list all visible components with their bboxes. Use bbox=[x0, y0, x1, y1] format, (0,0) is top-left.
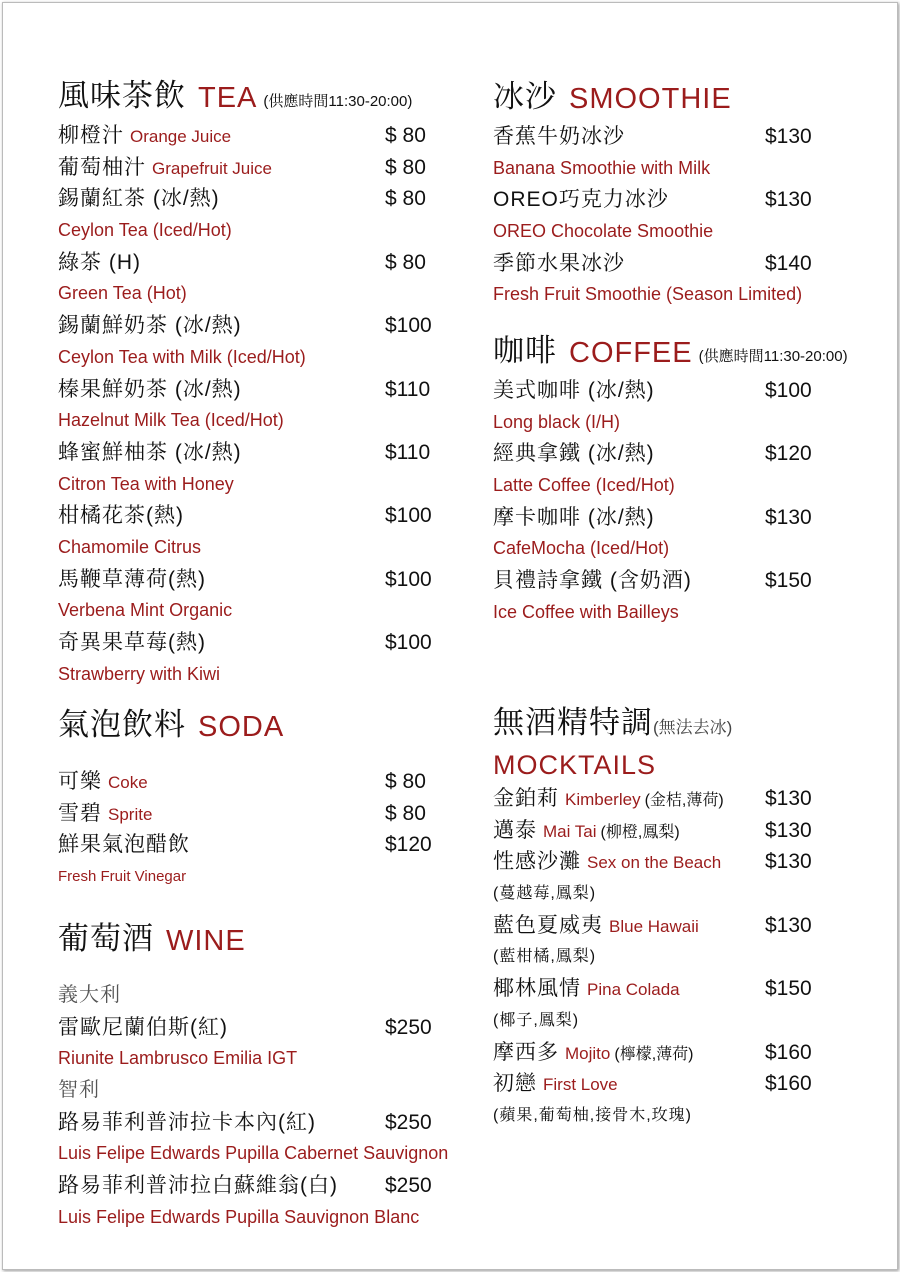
item-name-zh: (蔓越莓,鳳梨) bbox=[493, 885, 597, 903]
item-name-zh: (椰子,鳳梨) bbox=[493, 1011, 580, 1029]
item-price: $ 80 bbox=[385, 124, 426, 147]
menu-item bbox=[58, 374, 431, 406]
item-name-zh: 性感沙灘 bbox=[493, 850, 581, 874]
item-name-en: Fresh Fruit Vinegar bbox=[58, 868, 187, 886]
item-price: $100 bbox=[385, 314, 432, 338]
menu-item bbox=[58, 829, 432, 861]
item-name-en: Hazelnut Milk Tea (Iced/Hot) bbox=[58, 410, 284, 431]
item-price: $250 bbox=[385, 1110, 432, 1134]
item-name-en: Mojito bbox=[565, 1043, 611, 1063]
menu-item bbox=[493, 815, 812, 847]
item-price: $ 80 bbox=[385, 250, 426, 274]
item-name-en: Coke bbox=[108, 773, 148, 792]
item-price: $120 bbox=[765, 442, 812, 466]
item-english-name bbox=[493, 597, 848, 629]
item-name-en: Long black (I/H) bbox=[493, 411, 621, 432]
section-title-zh: 葡萄酒 bbox=[58, 921, 154, 956]
item-name-zh: 錫蘭鮮奶茶 (冰/熱) bbox=[58, 314, 242, 338]
menu-item bbox=[493, 248, 812, 280]
item-name-en: Luis Felipe Edwards Pupilla Cabernet Sauvignon bbox=[58, 1143, 449, 1164]
item-name-zh: 馬鞭草薄荷(熱) bbox=[58, 567, 206, 591]
item-english-name bbox=[493, 533, 848, 565]
menu-item bbox=[493, 121, 812, 153]
item-name-zh: (藍柑橘,鳳梨) bbox=[493, 948, 597, 966]
menu-item bbox=[58, 183, 426, 215]
item-english-name bbox=[58, 342, 412, 374]
item-name-en: Sprite bbox=[108, 804, 153, 824]
section-items bbox=[493, 121, 812, 311]
item-name-en: Riunite Lambrusco Emilia IGT bbox=[58, 1048, 298, 1069]
item-english-name bbox=[493, 216, 802, 248]
item-english-name bbox=[58, 1043, 448, 1075]
item-name-en: Mai Tai bbox=[543, 821, 597, 841]
section-note: (無法去冰) bbox=[653, 718, 733, 737]
item-name-en: Latte Coffee (Iced/Hot) bbox=[493, 475, 675, 496]
item-ingredients bbox=[493, 941, 732, 973]
item-ingredients bbox=[493, 878, 732, 910]
menu-item bbox=[493, 184, 812, 216]
item-name-zh: 綠茶 (H) bbox=[58, 250, 141, 274]
item-name-en: Ice Coffee with Bailleys bbox=[493, 601, 679, 622]
menu-section bbox=[493, 330, 848, 629]
item-price: $250 bbox=[385, 1015, 432, 1039]
item-name-zh: 可樂 bbox=[58, 770, 102, 793]
item-price: $ 80 bbox=[385, 770, 426, 793]
item-name-en: Orange Juice bbox=[130, 127, 232, 146]
item-english-name bbox=[493, 153, 802, 185]
menu-section bbox=[493, 76, 812, 311]
item-english-name bbox=[58, 861, 284, 893]
section-title-zh: 無酒精特調 bbox=[493, 705, 653, 740]
item-name-zh: 榛果鮮奶茶 (冰/熱) bbox=[58, 377, 242, 401]
menu-item bbox=[58, 437, 431, 469]
item-english-name bbox=[58, 1202, 448, 1234]
item-english-name bbox=[58, 659, 412, 691]
item-name-zh: 季節水果冰沙 bbox=[493, 251, 625, 275]
item-price: $100 bbox=[765, 379, 812, 402]
section-title-en: WINE bbox=[166, 925, 246, 957]
item-name-zh: 路易菲利普沛拉卡本內(紅) bbox=[58, 1110, 316, 1134]
section-header bbox=[493, 702, 732, 742]
section-title-en: COFFEE bbox=[569, 337, 693, 369]
section-title-en: TEA bbox=[198, 82, 258, 114]
item-price: $120 bbox=[385, 833, 432, 857]
menu-item bbox=[58, 247, 426, 279]
item-name-en: Pina Colada bbox=[587, 980, 680, 1000]
item-name-zh: 摩卡咖啡 (冰/熱) bbox=[493, 505, 655, 529]
item-name-en: Verbena Mint Organic bbox=[58, 600, 233, 621]
section-header bbox=[58, 918, 448, 958]
section-items bbox=[58, 120, 432, 690]
item-name-en: Fresh Fruit Smoothie (Season Limited) bbox=[493, 284, 803, 305]
item-name-zh: 雷歐尼蘭伯斯(紅) bbox=[58, 1015, 228, 1039]
item-name-zh: 金鉑莉 bbox=[493, 787, 559, 810]
section-title-en: SMOOTHIE bbox=[569, 83, 732, 115]
item-name-zh: 鮮果氣泡醋飲 bbox=[58, 833, 190, 857]
item-price: $100 bbox=[385, 631, 432, 654]
item-english-name bbox=[493, 747, 732, 783]
item-english-name bbox=[58, 278, 412, 310]
item-name-en: Banana Smoothie with Milk bbox=[493, 157, 711, 178]
item-price: $250 bbox=[385, 1174, 432, 1198]
section-title-en: SODA bbox=[198, 711, 285, 743]
item-english-name bbox=[493, 279, 802, 311]
item-name-en: First Love bbox=[543, 1075, 618, 1095]
item-english-name bbox=[493, 470, 848, 502]
item-ingredients: (金桔,薄荷) bbox=[644, 792, 724, 809]
section-header bbox=[58, 704, 284, 744]
menu-item bbox=[493, 565, 848, 597]
item-name-zh: 奇異果草莓(熱) bbox=[58, 631, 206, 654]
item-name-en: Chamomile Citrus bbox=[58, 536, 202, 557]
item-price: $130 bbox=[765, 125, 812, 148]
item-name-zh: 智利 bbox=[58, 1079, 100, 1102]
item-name-en: Citron Tea with Honey bbox=[58, 473, 234, 494]
menu-section bbox=[58, 918, 448, 1234]
item-ingredients: (檸檬,薄荷) bbox=[614, 1045, 694, 1063]
section-items bbox=[58, 766, 432, 893]
menu-section bbox=[58, 75, 432, 690]
menu-item bbox=[58, 798, 426, 830]
item-name-zh: 椰林風情 bbox=[493, 977, 581, 1001]
item-price: $ 80 bbox=[385, 155, 426, 179]
item-english-name bbox=[58, 215, 412, 247]
item-name-en: Blue Hawaii bbox=[609, 916, 699, 936]
item-price: $160 bbox=[765, 1072, 812, 1096]
item-name-zh: 初戀 bbox=[493, 1072, 537, 1096]
section-items bbox=[58, 980, 448, 1234]
item-english-name bbox=[58, 532, 412, 564]
section-items bbox=[493, 747, 812, 1132]
item-price: $110 bbox=[385, 440, 431, 464]
item-price: $130 bbox=[765, 188, 812, 212]
menu-item bbox=[493, 973, 812, 1005]
menu-item bbox=[493, 438, 848, 470]
item-name-en: Luis Felipe Edwards Pupilla Sauvignon Blanc bbox=[58, 1206, 420, 1227]
section-title-en: MOCKTAILS bbox=[493, 750, 657, 780]
item-ingredients bbox=[493, 1005, 732, 1037]
item-english-name bbox=[58, 405, 412, 437]
item-price: $150 bbox=[765, 977, 812, 1001]
menu-section bbox=[493, 702, 812, 1132]
menu-item bbox=[58, 500, 432, 532]
item-name-zh: 葡萄柚汁 bbox=[58, 155, 146, 179]
menu-item bbox=[58, 120, 426, 152]
item-name-zh: 摩西多 bbox=[493, 1040, 559, 1064]
item-name-zh: 蜂蜜鮮柚茶 (冰/熱) bbox=[58, 440, 242, 464]
item-english-name bbox=[493, 407, 848, 439]
item-name-en: Ceylon Tea with Milk (Iced/Hot) bbox=[58, 346, 306, 367]
menu-item bbox=[58, 152, 426, 184]
item-price: $130 bbox=[765, 505, 812, 529]
item-price: $160 bbox=[765, 1040, 812, 1064]
item-english-name bbox=[58, 469, 412, 501]
menu-item bbox=[58, 564, 432, 596]
item-ingredients: (柳橙,鳳梨) bbox=[600, 823, 680, 841]
menu-item bbox=[58, 310, 432, 342]
menu-item bbox=[493, 783, 812, 815]
item-name-zh: 柑橘花茶(熱) bbox=[58, 504, 184, 528]
section-items bbox=[493, 375, 848, 629]
menu-item bbox=[493, 1068, 812, 1100]
item-name-zh: (蘋果,葡萄柚,接骨木,玫瑰) bbox=[493, 1106, 692, 1124]
section-title-zh: 咖啡 bbox=[493, 333, 557, 368]
item-name-en: Sex on the Beach bbox=[587, 853, 722, 873]
item-price: $110 bbox=[385, 377, 431, 401]
item-price: $150 bbox=[765, 569, 812, 593]
item-name-zh: 貝禮詩拿鐵 (含奶酒) bbox=[493, 569, 692, 593]
menu-item bbox=[58, 1012, 448, 1044]
item-name-en: Ceylon Tea (Iced/Hot) bbox=[58, 220, 232, 241]
item-name-en: Kimberley bbox=[565, 790, 641, 809]
menu-item bbox=[493, 375, 848, 407]
item-name-zh: 香蕉牛奶冰沙 bbox=[493, 125, 625, 148]
item-price: $100 bbox=[385, 504, 432, 528]
menu-item bbox=[58, 1107, 448, 1139]
item-price: $130 bbox=[765, 850, 812, 874]
item-name-en: Grapefruit Juice bbox=[152, 158, 272, 178]
item-name-en: Green Tea (Hot) bbox=[58, 283, 187, 304]
item-name-en: CafeMocha (Iced/Hot) bbox=[493, 538, 670, 559]
item-name-zh: 柳橙汁 bbox=[58, 124, 124, 147]
section-header bbox=[58, 75, 412, 115]
item-price: $ 80 bbox=[385, 187, 426, 211]
section-title-zh: 氣泡飲料 bbox=[58, 707, 186, 742]
item-ingredients bbox=[493, 1100, 732, 1132]
menu-item bbox=[58, 627, 432, 659]
item-english-name bbox=[58, 1138, 448, 1170]
wine-country bbox=[58, 1075, 448, 1107]
service-hours-note: (供應時間11:30-20:00) bbox=[263, 93, 413, 110]
item-name-zh: OREO巧克力冰沙 bbox=[493, 188, 669, 212]
section-title-zh: 風味茶飲 bbox=[58, 78, 186, 113]
item-name-zh: 美式咖啡 (冰/熱) bbox=[493, 379, 655, 402]
item-name-zh: 義大利 bbox=[58, 984, 121, 1006]
menu-item bbox=[493, 846, 812, 878]
section-header bbox=[493, 76, 802, 116]
item-price: $140 bbox=[765, 251, 812, 275]
item-price: $130 bbox=[765, 818, 812, 842]
service-hours-note: (供應時間11:30-20:00) bbox=[698, 348, 848, 365]
menu-item bbox=[58, 1170, 448, 1202]
item-name-zh: 路易菲利普沛拉白蘇維翁(白) bbox=[58, 1174, 338, 1198]
item-name-zh: 經典拿鐵 (冰/熱) bbox=[493, 442, 655, 466]
item-name-zh: 邁泰 bbox=[493, 818, 537, 842]
item-price: $ 80 bbox=[385, 801, 426, 825]
item-name-zh: 雪碧 bbox=[58, 801, 102, 825]
item-name-zh: 錫蘭紅茶 (冰/熱) bbox=[58, 187, 220, 211]
item-name-en: Strawberry with Kiwi bbox=[58, 663, 221, 684]
section-header bbox=[493, 330, 848, 370]
item-price: $130 bbox=[765, 913, 812, 937]
menu-item bbox=[58, 766, 426, 798]
item-price: $130 bbox=[765, 787, 812, 810]
menu-item bbox=[493, 1037, 812, 1069]
item-english-name bbox=[58, 595, 412, 627]
menu-section bbox=[58, 704, 432, 893]
item-name-en: OREO Chocolate Smoothie bbox=[493, 221, 714, 242]
section-title-zh: 冰沙 bbox=[493, 79, 557, 114]
wine-country bbox=[58, 980, 448, 1012]
menu-item bbox=[493, 910, 812, 942]
item-price: $100 bbox=[385, 567, 432, 591]
item-name-zh: 藍色夏威夷 bbox=[493, 913, 603, 937]
menu-item bbox=[493, 502, 848, 534]
